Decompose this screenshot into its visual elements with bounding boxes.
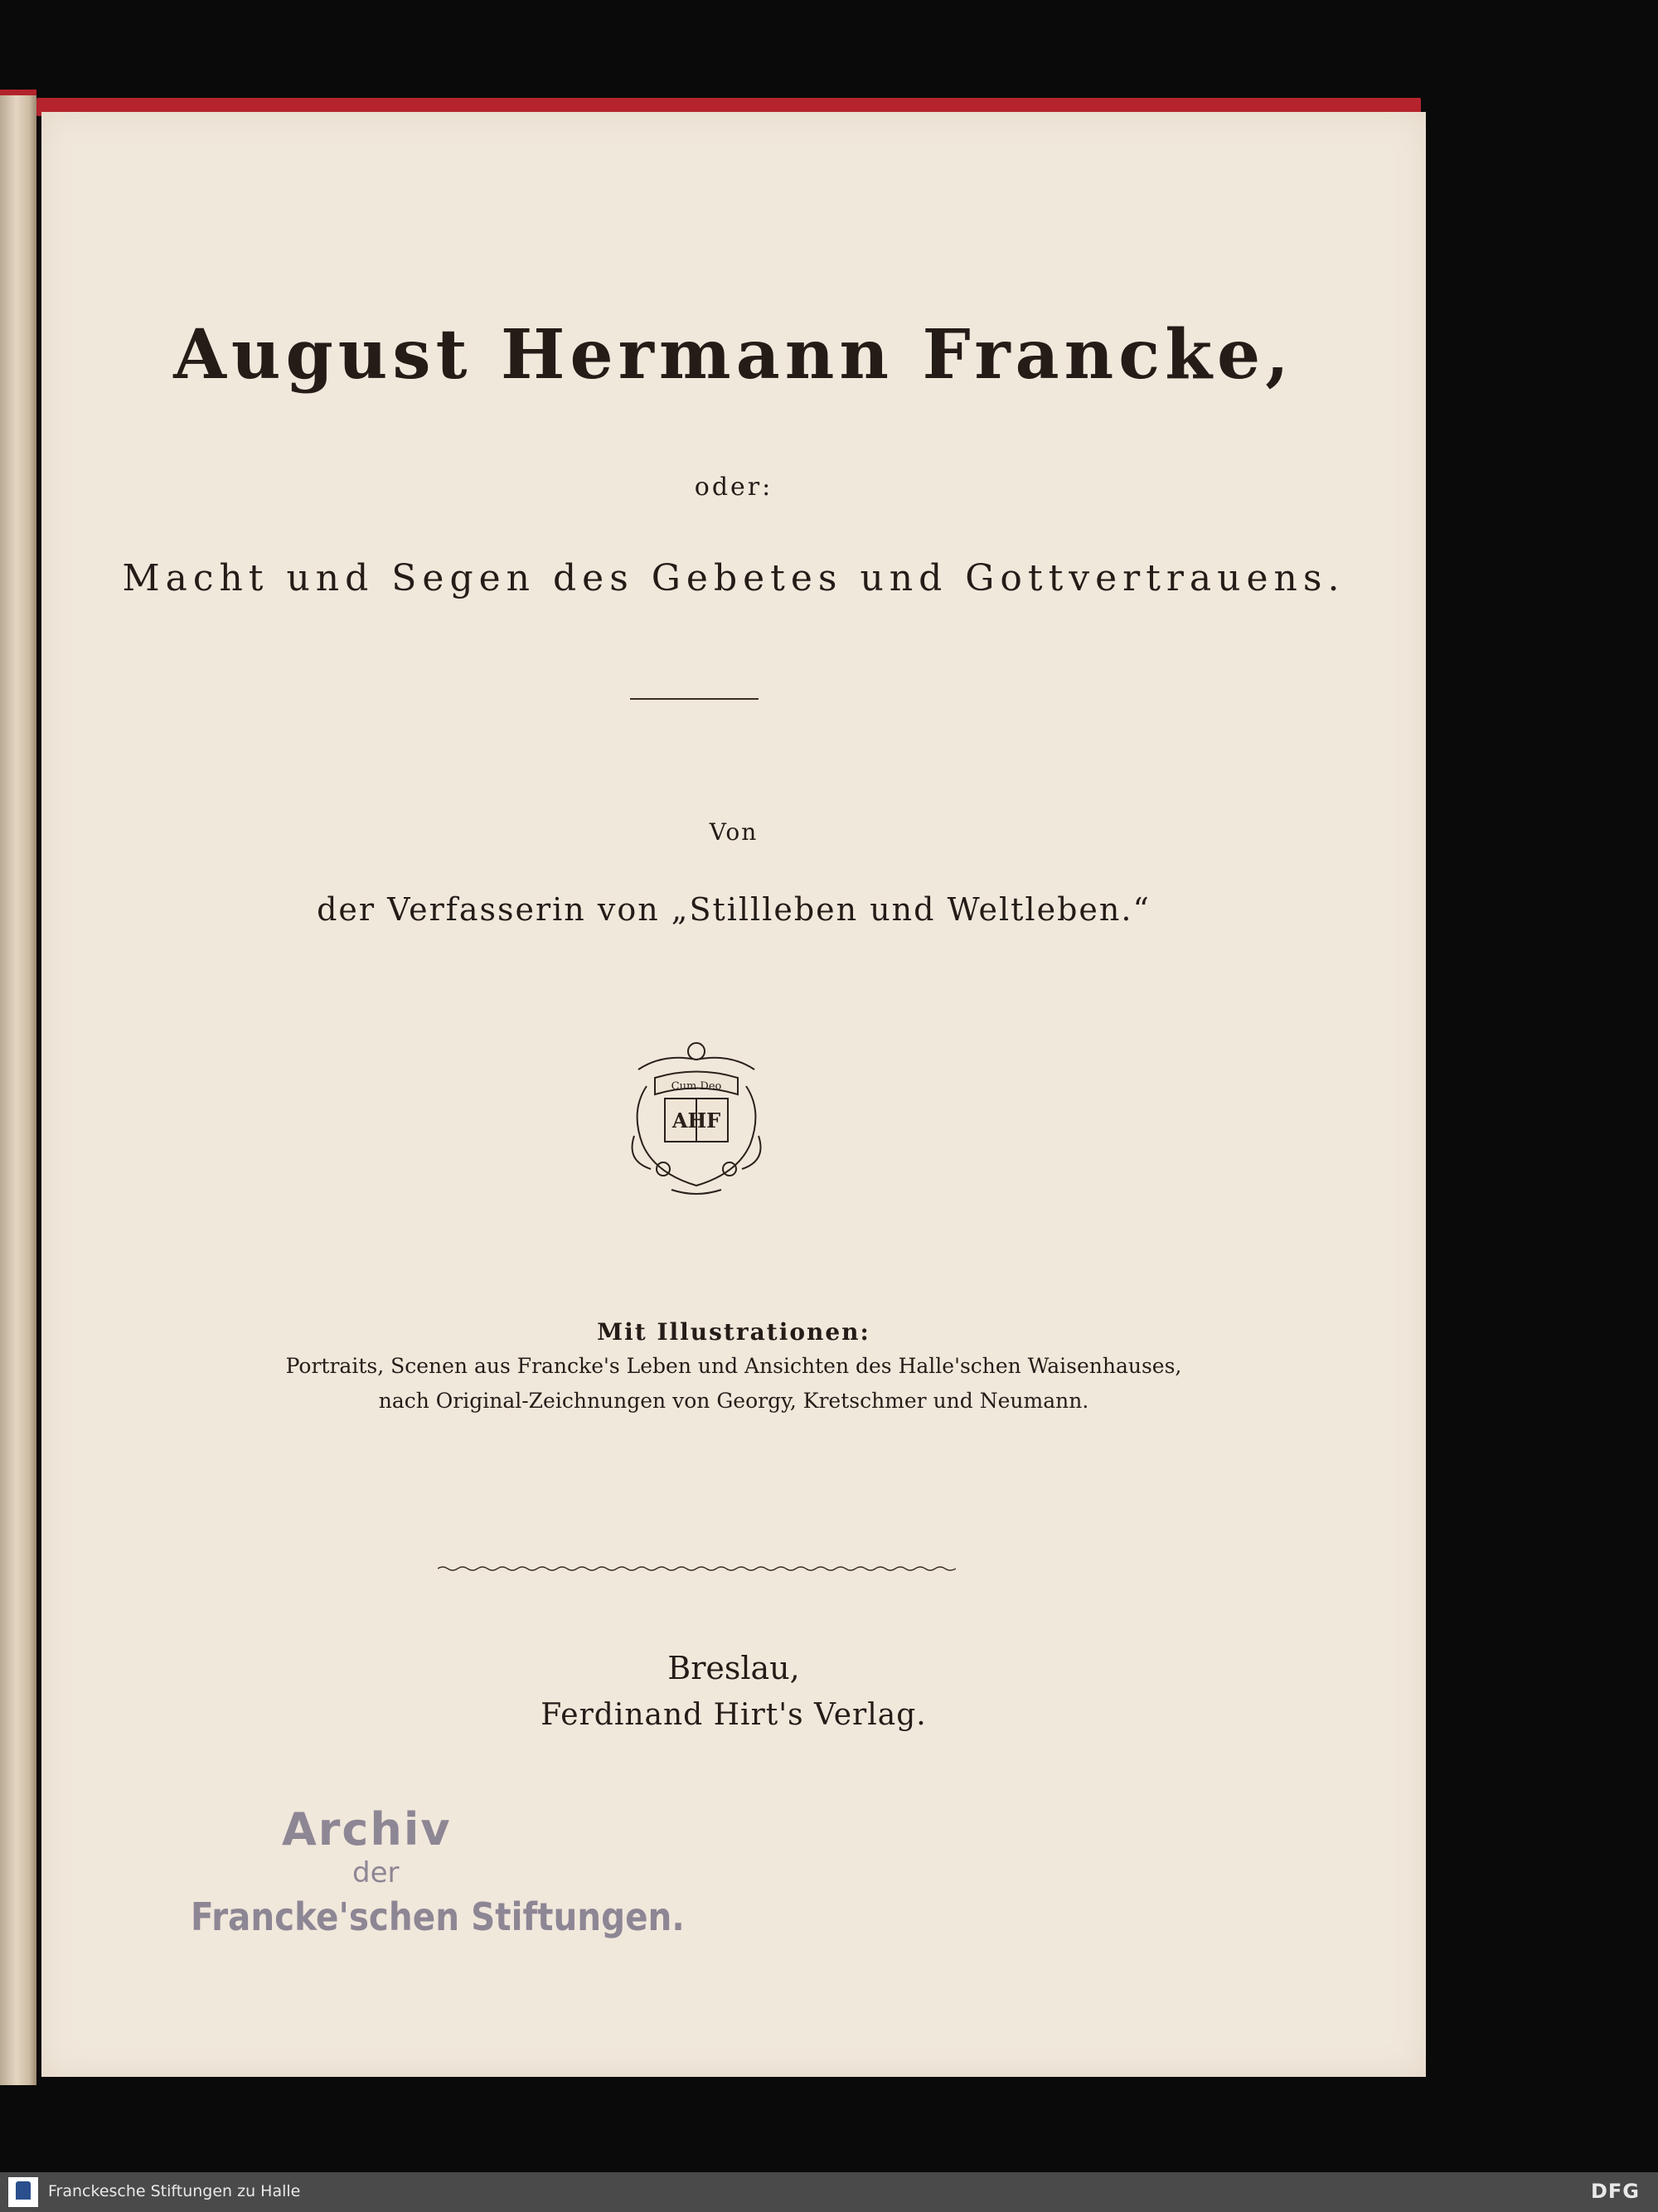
emblem-motto: Cum Deo	[671, 1080, 722, 1093]
stamp-line-2: der	[352, 1856, 400, 1889]
by-label: Von	[709, 818, 759, 846]
footer-bar	[0, 2172, 1658, 2212]
stamp-line-1: Archiv	[282, 1803, 452, 1855]
book-title: August Hermann Francke,	[173, 315, 1294, 395]
wavy-rule	[438, 1564, 956, 1573]
dfg-logo: DFG	[1590, 2180, 1640, 2203]
publisher-emblem-icon	[613, 1036, 779, 1202]
book-binding	[0, 95, 36, 2085]
book-subtitle: Macht und Segen des Gebetes und Gottvertrauens.	[122, 557, 1345, 599]
author-line: der Verfasserin von „Stillleben und Weltleben.“	[317, 891, 1151, 928]
footer-institution[interactable]: Franckesche Stiftungen zu Halle	[48, 2182, 301, 2200]
stamp-line-3: Francke'schen Stiftungen.	[191, 1894, 685, 1939]
emblem-initials: AHF	[671, 1108, 721, 1133]
title-connector: oder:	[694, 473, 773, 502]
illustrations-line-1: Portraits, Scenen aus Francke's Leben und Ansichten des Halle'schen Waisenhauses,	[285, 1354, 1182, 1378]
short-rule	[630, 698, 759, 700]
publication-city: Breslau,	[667, 1650, 800, 1686]
illustrations-heading: Mit Illustrationen:	[597, 1318, 870, 1346]
institution-logo-icon	[8, 2177, 38, 2207]
publisher-name: Ferdinand Hirt's Verlag.	[541, 1698, 927, 1732]
illustrations-line-2: nach Original-Zeichnungen von Georgy, Kretschmer und Neumann.	[378, 1389, 1089, 1413]
title-page	[41, 112, 1426, 2077]
